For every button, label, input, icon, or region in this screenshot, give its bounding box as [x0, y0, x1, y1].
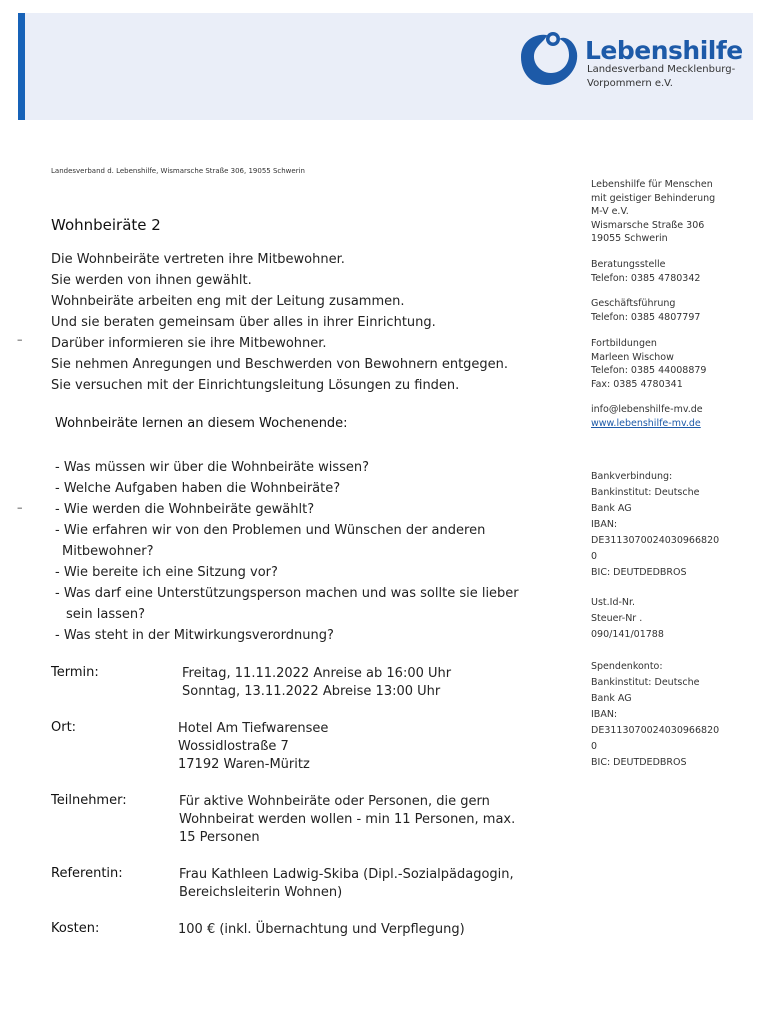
- sidebar-contact: [591, 403, 731, 430]
- logo-subtitle: Landesverband Mecklenburg- Vorpommern e.V.: [587, 64, 736, 89]
- list-item: - Was darf eine Unterstützungsperson machen und was sollte sie lieber: [55, 586, 519, 601]
- sidebar-bank-details: Bankverbindung: Bankinstitut: Deutsche Bank AG IBAN: DE3113070024030966820 0 BIC: DEUTDEDBROS: [591, 471, 720, 578]
- website-link[interactable]: www.lebenshilfe-mv.de: [591, 417, 701, 429]
- lebenshilfe-logo-icon: [513, 29, 579, 87]
- sidebar-fortbildungen: Fortbildungen Marleen Wischow Telefon: 0385 44008879 Fax: 0385 4780341: [591, 338, 707, 390]
- list-item: - Wie erfahren wir von den Problemen und Wünschen der anderen: [55, 523, 486, 538]
- email-address[interactable]: info@lebenshilfe-mv.de: [591, 404, 703, 415]
- intro-line: Sie werden von ihnen gewählt.: [51, 273, 252, 288]
- termin-label: Termin:: [51, 665, 99, 680]
- sidebar-org-address: Lebenshilfe für Menschen mit geistiger Behinderung M-V e.V. Wismarsche Straße 306 19055 Schwerin: [591, 179, 716, 244]
- list-item: - Was müssen wir über die Wohnbeiräte wissen?: [55, 460, 370, 475]
- section-heading: Wohnbeiräte lernen an diesem Wochenende:: [55, 416, 348, 431]
- list-item: - Was steht in der Mitwirkungsverordnung?: [55, 628, 334, 643]
- letterhead-accent-bar: [18, 13, 25, 120]
- question-list: [55, 457, 555, 646]
- teilnehmer-value: Für aktive Wohnbeiräte oder Personen, die gern Wohnbeirat werden wollen - min 11 Personen, max. 15 Personen: [179, 794, 516, 845]
- kosten-value: 100 € (inkl. Übernachtung und Verpflegung): [178, 922, 465, 937]
- list-item: - Welche Aufgaben haben die Wohnbeiräte?: [55, 481, 341, 496]
- sidebar-beratung: Beratungsstelle Telefon: 0385 4780342: [591, 259, 701, 284]
- referentin-label: Referentin:: [51, 866, 123, 881]
- logo-wordmark: Lebenshilfe: [585, 36, 743, 65]
- intro-line: Die Wohnbeiräte vertreten ihre Mitbewohner.: [51, 252, 345, 267]
- kosten-label: Kosten:: [51, 921, 100, 936]
- list-item: Mitbewohner?: [62, 544, 154, 559]
- list-item: sein lassen?: [66, 607, 146, 622]
- intro-line: Wohnbeiräte arbeiten eng mit der Leitung zusammen.: [51, 294, 405, 309]
- ort-label: Ort:: [51, 720, 77, 735]
- referentin-value: Frau Kathleen Ladwig-Skiba (Dipl.-Sozialpädagogin, Bereichsleiterin Wohnen): [179, 867, 514, 900]
- intro-line: Sie versuchen mit der Einrichtungsleitung Lösungen zu finden.: [51, 378, 460, 393]
- return-address: Landesverband d. Lebenshilfe, Wismarsche Straße 306, 19055 Schwerin: [51, 167, 305, 175]
- ort-value: Hotel Am Tiefwarensee Wossidlostraße 7 17192 Waren-Müritz: [178, 721, 329, 772]
- intro-line: Darüber informieren sie ihre Mitbewohner.: [51, 336, 327, 351]
- termin-value: Freitag, 11.11.2022 Anreise ab 16:00 Uhr Sonntag, 13.11.2022 Abreise 13:00 Uhr: [182, 666, 452, 699]
- document-title: Wohnbeiräte 2: [51, 216, 161, 234]
- fold-mark: –: [17, 333, 23, 346]
- list-item: - Wie bereite ich eine Sitzung vor?: [55, 565, 278, 580]
- intro-paragraph: [51, 249, 561, 396]
- sidebar-tax-ids: Ust.Id-Nr. Steuer-Nr . 090/141/01788: [591, 597, 664, 640]
- fold-mark: –: [17, 501, 23, 514]
- intro-line: Sie nehmen Anregungen und Beschwerden von Bewohnern entgegen.: [51, 357, 509, 372]
- sidebar-donation-account: Spendenkonto: Bankinstitut: Deutsche Bank AG IBAN: DE3113070024030966820 0 BIC: DEUTDEDBROS: [591, 661, 720, 768]
- list-item: - Wie werden die Wohnbeiräte gewählt?: [55, 502, 315, 517]
- sidebar-geschaeftsfuehrung: Geschäftsführung Telefon: 0385 4807797: [591, 298, 701, 323]
- intro-line: Und sie beraten gemeinsam über alles in ihrer Einrichtung.: [51, 315, 436, 330]
- teilnehmer-label: Teilnehmer:: [51, 793, 127, 808]
